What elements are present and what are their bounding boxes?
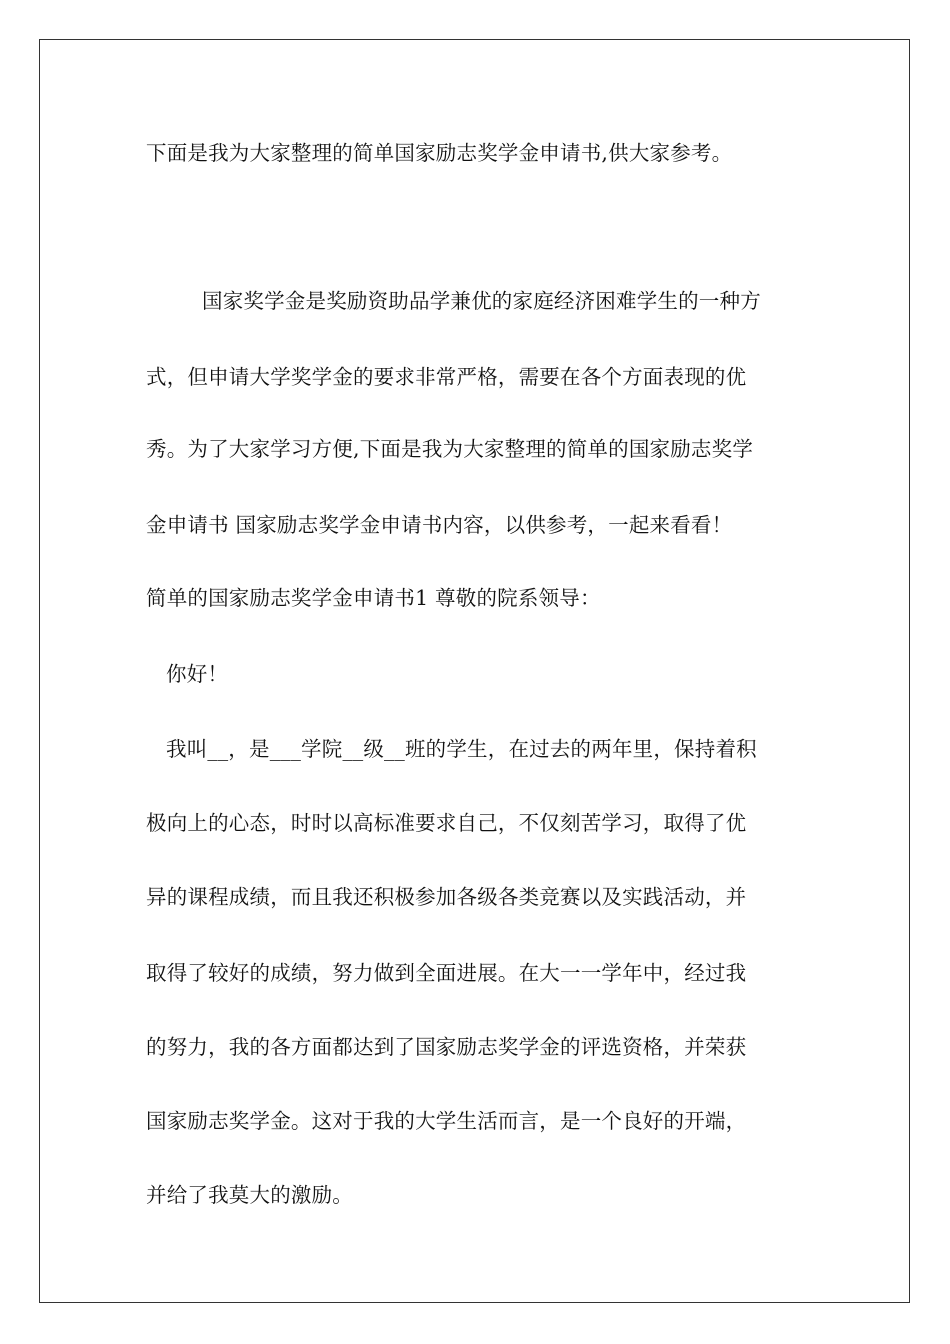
paragraph-line: 取得了较好的成绩，努力做到全面进展。在大一一学年中，经过我 [146,961,747,985]
paragraph-line: 极向上的心态，时时以高标准要求自己，不仅刻苦学习，取得了优 [146,811,747,835]
paragraph-line: 秀。为了大家学习方便,下面是我为大家整理的简单的国家励志奖学 [146,437,754,461]
paragraph-line: 式，但申请大学奖学金的要求非常严格，需要在各个方面表现的优 [146,365,747,389]
paragraph-line: 我叫__，是___学院__级__班的学生，在过去的两年里，保持着积 [166,737,757,761]
letter-heading-line: 简单的国家励志奖学金申请书1 尊敬的院系领导： [146,586,601,610]
paragraph-line: 国家励志奖学金。这对于我的大学生活而言，是一个良好的开端， [146,1109,747,1133]
paragraph-line: 国家奖学金是奖励资助品学兼优的家庭经济困难学生的一种方 [202,289,761,313]
paragraph-line: 异的课程成绩，而且我还积极参加各级各类竞赛以及实践活动，并 [146,885,747,909]
paragraph-line: 并给了我莫大的激励。 [146,1183,353,1207]
paragraph-line: 金申请书 国家励志奖学金申请书内容，以供参考，一起来看看！ [146,513,733,537]
greeting-line: 你好！ [166,662,229,686]
intro-line: 下面是我为大家整理的简单国家励志奖学金申请书,供大家参考。 [146,141,733,165]
paragraph-line: 的努力，我的各方面都达到了国家励志奖学金的评选资格，并荣获 [146,1035,747,1059]
